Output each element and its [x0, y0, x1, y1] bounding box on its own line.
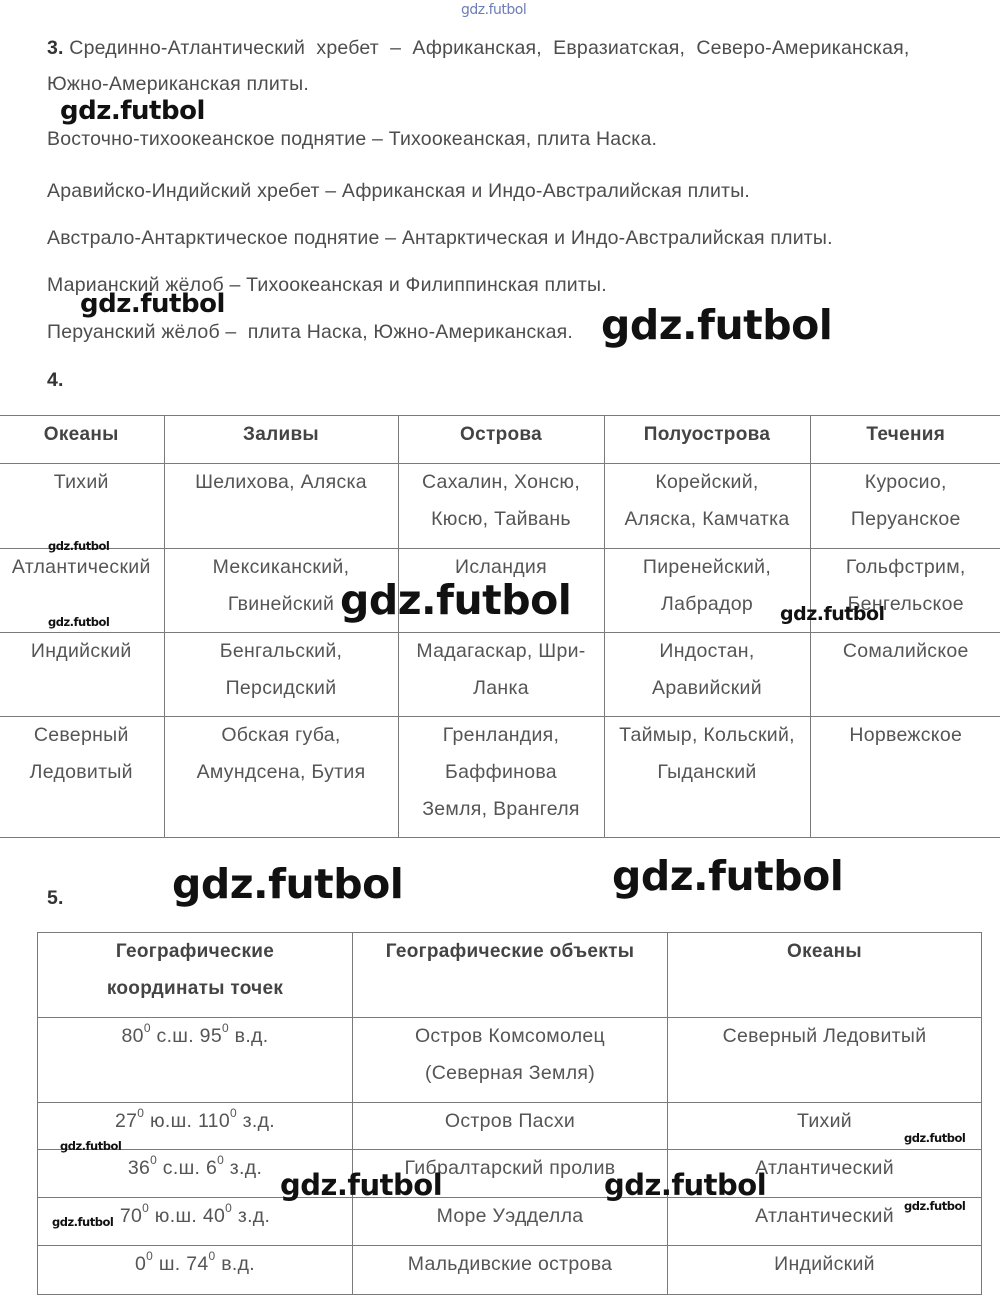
watermark: gdz.futbol [60, 1139, 122, 1153]
header-gulfs: Заливы [164, 416, 398, 464]
table-row: $36^0$ с.ш. $6^0$ з.д. Гибралтарский пролив Атлантический [38, 1150, 982, 1198]
watermark-top: gdz.futbol [461, 2, 527, 18]
header-oceans: Океаны [0, 416, 164, 464]
header-currents: Течения [810, 416, 1000, 464]
table-row: $80^0$ с.ш. $95^0$ в.д. Остров Комсомолец (Северная Земля) Северный Ледовитый [38, 1018, 982, 1103]
table-row: $0^0$ ш. $74^0$ в.д. Мальдивские острова Индийский [38, 1246, 982, 1295]
section3-number: 3. [47, 37, 64, 59]
watermark: gdz.futbol [780, 603, 885, 625]
watermark: gdz.futbol [904, 1131, 966, 1145]
watermark: gdz.futbol [52, 1215, 114, 1229]
section3-line-1 [47, 37, 910, 60]
watermark: gdz.futbol [60, 96, 205, 126]
table-row: Тихий Шелихова, Аляска Сахалин, Хонсю, Кюсю, Тайвань Корейский, Аляска, Камчатка Куросио, Перуанское [0, 464, 1000, 549]
watermark: gdz.futbol [48, 615, 110, 629]
watermark: gdz.futbol [604, 1168, 767, 1202]
coordinates-table [37, 932, 982, 1295]
table-row: Северный Ледовитый Обская губа, Амундсена, Бутия Гренландия, Баффинова Земля, Врангеля Таймыр, Кольский, Гыданский Норвежское [0, 717, 1000, 838]
oceans-table-header [0, 416, 1000, 464]
watermark: gdz.futbol [48, 539, 110, 553]
section3-line-4: Аравийско-Индийский хребет – Африканская и Индо-Австралийская плиты. [47, 180, 751, 202]
watermark: gdz.futbol [280, 1168, 443, 1202]
section3-line-7: Перуанский жёлоб – плита Наска, Южно-Американская. [47, 321, 573, 343]
coordinates-table-header [38, 933, 982, 1018]
header-islands: Острова [398, 416, 604, 464]
watermark: gdz.futbol [172, 860, 404, 908]
section3-line-2: Южно-Американская плиты. [47, 73, 309, 95]
section5-number: 5. [47, 887, 64, 909]
watermark: gdz.futbol [612, 852, 844, 900]
table-row: $27^0$ ю.ш. $110^0$ з.д. Остров Пасхи Тихий [38, 1103, 982, 1150]
watermark: gdz.futbol [340, 576, 572, 624]
section3-text-1: Срединно-Атлантический хребет – Африканская, Евразиатская, Северо-Американская, [69, 37, 910, 59]
table-row: $70^0$ ю.ш. $40^0$ з.д. Море Уэдделла Атлантический [38, 1198, 982, 1246]
watermark: gdz.futbol [80, 289, 225, 319]
section3-line-3: Восточно-тихоокеанское поднятие – Тихоокеанская, плита Наска. [47, 128, 658, 150]
table-row: Атлантический Мексиканский, Гвинейский Исландия Пиренейский, Лабрадор Гольфстрим, Бенгельское [0, 549, 1000, 633]
table-row: Индийский Бенгальский, Персидский Мадагаскар, Шри- Ланка Индостан, Аравийский Сомалийское [0, 633, 1000, 717]
watermark: gdz.futbol [601, 301, 833, 349]
section3-line-6: Марианский жёлоб – Тихоокеанская и Филиппинская плиты. [47, 274, 607, 296]
section3-line-5: Австрало-Антарктическое поднятие – Антарктическая и Индо-Австралийская плиты. [47, 227, 833, 249]
header-coordinates: Географические координаты точек [38, 933, 353, 1018]
oceans-table [0, 415, 1000, 838]
header-peninsulas: Полуострова [604, 416, 810, 464]
header-oceans: Океаны [668, 933, 982, 1018]
watermark: gdz.futbol [904, 1199, 966, 1213]
section4-number: 4. [47, 369, 64, 391]
header-objects: Географические объекты [353, 933, 668, 1018]
